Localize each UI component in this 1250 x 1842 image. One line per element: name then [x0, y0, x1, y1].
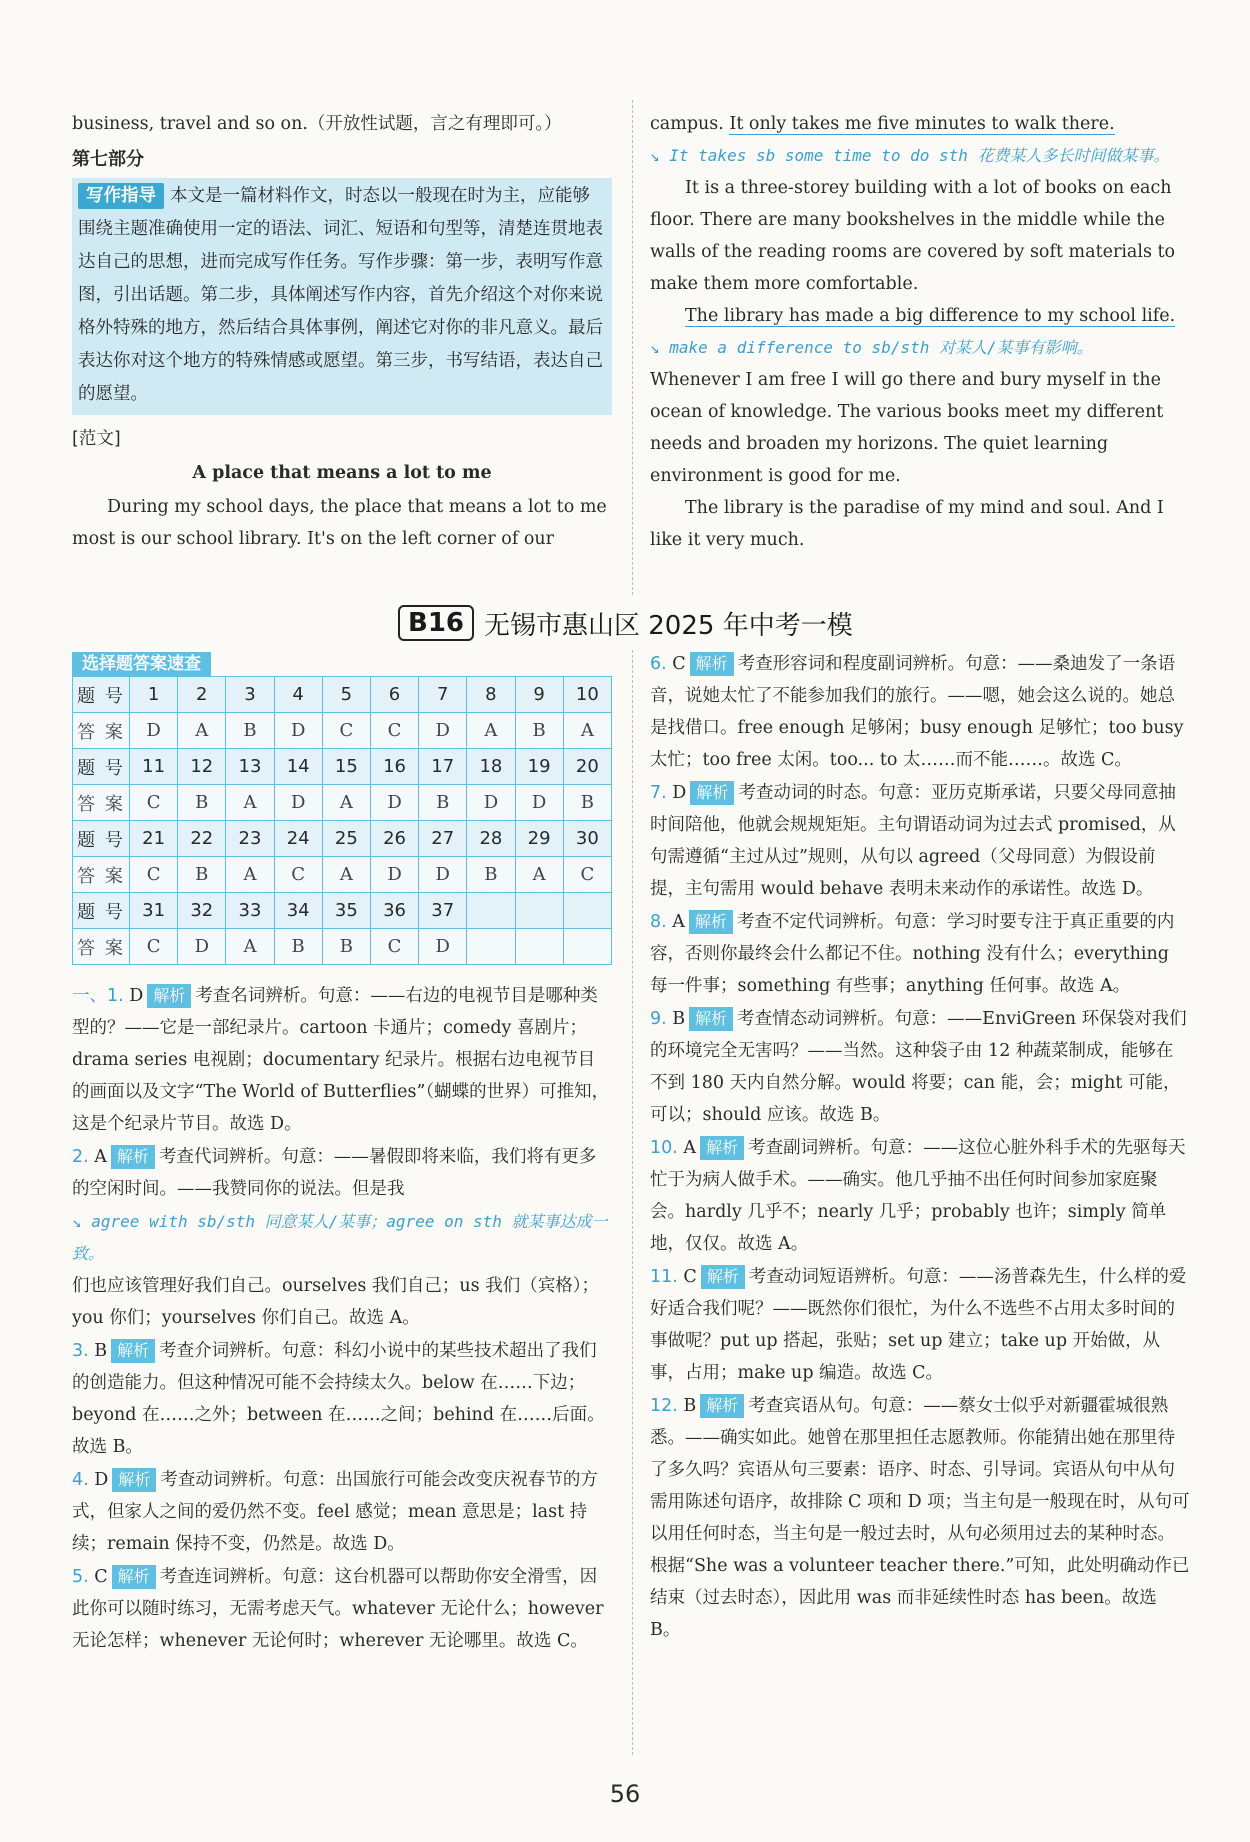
question-number-cell: 20	[563, 749, 611, 785]
analysis-tag: 解析	[701, 1265, 745, 1289]
answer-cell: C	[322, 713, 370, 749]
question-number-cell: 17	[419, 749, 467, 785]
answer-letter: C	[672, 654, 686, 674]
question-number-cell: 33	[226, 893, 274, 929]
question-number-cell: 35	[322, 893, 370, 929]
answer-cell: D	[467, 785, 515, 821]
answer-row	[73, 785, 612, 821]
writing-guide-box	[72, 178, 612, 415]
question-number: 10.	[650, 1138, 678, 1158]
question-number-cell	[515, 893, 563, 929]
answer-letter: D	[672, 783, 687, 803]
essay-paragraph-1: During my school days, the place that means a lot to me most is our school library. It's on the left corner of our	[72, 497, 607, 549]
question-number-cell: 32	[178, 893, 226, 929]
answer-cell: D	[419, 929, 467, 965]
answer-cell: D	[274, 785, 322, 821]
answer-cell: C	[370, 929, 418, 965]
continued-text: business, travel and so on.（开放性试题，言之有理即可。）	[72, 114, 562, 134]
question-number-cell: 21	[130, 821, 178, 857]
answer-cell: B	[226, 713, 274, 749]
answer-letter: B	[94, 1341, 108, 1361]
question-5	[72, 1561, 612, 1657]
question-number-cell: 26	[370, 821, 418, 857]
essay-title: A place that means a lot to me	[192, 463, 492, 483]
question-explanation: 考查动词短语辨析。句意：——汤普森先生，什么样的爱好适合我们呢？——既然你们很忙，为什么不选些不占用太多时间的事做呢？put up 搭起，张贴；set up 建立；take up 开始做，从事，占用；make up 编造。故选 C。	[650, 1267, 1187, 1383]
question-number: 一、1.	[72, 986, 124, 1006]
answer-cell: B	[563, 785, 611, 821]
question-explanation: 考查副词辨析。句意：——这位心脏外科手术的先驱每天忙于为病人做手术。——确实。他几乎抽不出任何时间参加家庭聚会。hardly 几乎不；nearly 几乎；probably 也许；simply 简单地，仅仅。故选 A。	[650, 1138, 1186, 1254]
answer-cell: D	[274, 713, 322, 749]
answer-letter: D	[94, 1470, 109, 1490]
question-2-continued: 们也应该管理好我们自己。ourselves 我们自己；us 我们（宾格）；you 你们；yourselves 你们自己。故选 A。	[72, 1276, 599, 1328]
underlined-sentence-2: The library has made a big difference to my school life.	[685, 306, 1176, 326]
question-9	[650, 1003, 1190, 1131]
analysis-tag: 解析	[700, 1394, 744, 1418]
answer-letter: C	[94, 1567, 108, 1587]
question-number-cell: 29	[515, 821, 563, 857]
section-title-text: 无锡市惠山区 2025 年中考一模	[484, 610, 853, 641]
answer-cell: A	[178, 713, 226, 749]
answer-cell	[515, 929, 563, 965]
right-explanations	[650, 648, 1190, 1647]
question-6	[650, 648, 1190, 776]
answer-cell: C	[130, 929, 178, 965]
question-2	[72, 1141, 612, 1205]
analysis-tag: 解析	[689, 1007, 733, 1031]
row-label: 题 号	[73, 749, 130, 785]
answer-cell: D	[178, 929, 226, 965]
question-number: 11.	[650, 1267, 678, 1287]
row-label: 答 案	[73, 857, 130, 893]
answer-cell: C	[130, 785, 178, 821]
analysis-tag: 解析	[112, 1468, 156, 1492]
answer-cell: B	[178, 785, 226, 821]
answer-row	[73, 713, 612, 749]
answer-cell: B	[178, 857, 226, 893]
question-8	[650, 906, 1190, 1002]
answer-cell: C	[130, 857, 178, 893]
question-number-cell: 3	[226, 677, 274, 713]
question-7	[650, 777, 1190, 905]
writing-guide-text: 本文是一篇材料作文，时态以一般现在时为主，应能够围绕主题准确使用一定的语法、词汇、短语和句型等，清楚连贯地表达自己的思想，进而完成写作任务。写作步骤：第一步，表明写作意图，引出话题。第二步，具体阐述写作内容，首先介绍这个对你来说格外特殊的地方，然后结合具体事例，阐述它对你的非凡意义。最后表达你对这个地方的特殊情感或愿望。第三步，书写结语，表达自己的愿望。	[78, 186, 603, 404]
question-number-cell: 1	[130, 677, 178, 713]
answer-cell: D	[515, 785, 563, 821]
answer-letter: D	[129, 986, 144, 1006]
answer-cell: A	[563, 713, 611, 749]
question-explanation: 考查不定代词辨析。句意：学习时要专注于真正重要的内容，否则你最终会什么都记不住。nothing 没有什么；everything 每一件事；something 有些事；anything 任何事。故选 A。	[650, 912, 1175, 996]
analysis-tag: 解析	[690, 652, 734, 676]
question-number-row	[73, 749, 612, 785]
question-number-cell: 6	[370, 677, 418, 713]
answer-cell: B	[274, 929, 322, 965]
answer-cell: B	[515, 713, 563, 749]
question-explanation: 考查宾语从句。句意：——蔡女士似乎对新疆霍城很熟悉。——确实如此。她曾在那里担任志愿教师。你能猜出她在那里待了多久吗？宾语从句三要素：语序、时态、引导词。宾语从句中从句需用陈述句语序，故排除 C 项和 D 项；当主句是一般现在时，从句可以用任何时态，当主句是一般过去时，从句必须用过去的某种时态。根据“She was a volunteer teacher there.”可知，此处明确动作已结束（过去时态），因此用 was 而非延续性时态 has been。故选 B。	[650, 1396, 1190, 1640]
question-number: 7.	[650, 783, 667, 803]
analysis-tag: 解析	[700, 1136, 744, 1160]
answer-cell: A	[515, 857, 563, 893]
analysis-tag: 解析	[111, 1145, 155, 1169]
answer-cell: D	[419, 713, 467, 749]
answer-cell: A	[226, 785, 274, 821]
question-explanation: 考查形容词和程度副词辨析。句意：——桑迪发了一条语音，说她太忙了不能参加我们的旅行。——嗯，她会这么说的。她总是找借口。free enough 足够闲；busy enough 足够忙；too busy 太忙；too free 太闲。too... to 太……而不能……。故选 C。	[650, 654, 1184, 770]
analysis-tag: 解析	[147, 984, 191, 1008]
answer-cell: A	[226, 857, 274, 893]
question-number: 3.	[72, 1341, 89, 1361]
analysis-tag: 解析	[690, 781, 734, 805]
analysis-tag: 解析	[112, 1565, 156, 1589]
row-label: 题 号	[73, 893, 130, 929]
question-number: 4.	[72, 1470, 89, 1490]
answer-cell: B	[419, 785, 467, 821]
answer-cell: A	[322, 785, 370, 821]
question-number-cell: 19	[515, 749, 563, 785]
question-number-row	[73, 893, 612, 929]
question-number-cell	[467, 893, 515, 929]
question-number-cell: 16	[370, 749, 418, 785]
question-number-cell: 8	[467, 677, 515, 713]
question-explanation: 考查名词辨析。句意：——右边的电视节目是哪种类型的？——它是一部纪录片。cartoon 卡通片；comedy 喜剧片；drama series 电视剧；documentary 纪录片。根据右边电视节目的画面以及文字“The World of Butterflies”（蝴蝶的世界）可推知，这是个纪录片节目。故选 D。	[72, 986, 610, 1134]
question-number-cell: 18	[467, 749, 515, 785]
question-number-cell: 25	[322, 821, 370, 857]
answer-cell: C	[563, 857, 611, 893]
row-label: 题 号	[73, 821, 130, 857]
question-number-cell: 14	[274, 749, 322, 785]
question-number-cell: 13	[226, 749, 274, 785]
section-title	[398, 604, 853, 642]
row-label: 答 案	[73, 713, 130, 749]
answer-cell: D	[419, 857, 467, 893]
annotation-note-2: ↘ make a difference to sb/sth 对某人/某事有影响。	[650, 338, 1093, 357]
answer-cell: D	[130, 713, 178, 749]
question-11	[650, 1261, 1190, 1389]
answer-cell: B	[467, 857, 515, 893]
question-number-cell: 34	[274, 893, 322, 929]
question-3	[72, 1335, 612, 1463]
answer-table	[72, 676, 612, 965]
part-heading: 第七部分	[72, 149, 144, 170]
essay-paragraph-3	[650, 300, 1190, 332]
answer-cell: D	[370, 785, 418, 821]
answer-letter: B	[672, 1009, 686, 1029]
page-number: 56	[609, 1780, 641, 1808]
question-number-cell: 15	[322, 749, 370, 785]
question-number-cell: 37	[419, 893, 467, 929]
essay-line-1-start: campus.	[650, 114, 730, 134]
question-number: 5.	[72, 1567, 89, 1587]
analysis-tag: 解析	[111, 1339, 155, 1363]
answer-row	[73, 929, 612, 965]
answer-cell: C	[370, 713, 418, 749]
question-1	[72, 980, 612, 1140]
essay-line-1	[650, 108, 1190, 140]
question-4	[72, 1464, 612, 1560]
question-10	[650, 1132, 1190, 1260]
question-12	[650, 1390, 1190, 1646]
answer-table-tag: 选择题答案速查	[72, 652, 211, 676]
question-number-cell: 27	[419, 821, 467, 857]
annotation-note-3: ↘ agree with sb/sth 同意某人/某事；agree on sth 就某事达成一致。	[72, 1212, 608, 1263]
answer-cell	[563, 929, 611, 965]
answer-letter: A	[672, 912, 685, 932]
annotation-note-1: ↘ It takes sb some time to do sth 花费某人多长时间做某事。	[650, 146, 1170, 165]
essay-paragraph-2: It is a three-storey building with a lot of books on each floor. There are many bookshelves in the middle while the walls of the reading rooms are covered by soft materials to make them more comfortable.	[650, 178, 1176, 294]
top-left-column	[72, 108, 612, 555]
question-explanation: 考查动词的时态。句意：亚历克斯承诺，只要父母同意抽时间陪他，他就会规规矩矩。主句谓语动词为过去式 promised，从句需遵循“主过从过”规则，从句以 agreed（父母同意）为假设前提，主句需用 would behave 表明未来动作的承诺性。故选 D。	[650, 783, 1176, 899]
answer-row	[73, 857, 612, 893]
question-number-cell: 28	[467, 821, 515, 857]
column-divider-bottom	[632, 650, 633, 1755]
question-number-cell: 9	[515, 677, 563, 713]
answer-letter: A	[683, 1138, 697, 1158]
row-label: 答 案	[73, 929, 130, 965]
question-number-cell: 11	[130, 749, 178, 785]
row-label: 答 案	[73, 785, 130, 821]
answer-cell: B	[322, 929, 370, 965]
question-explanation: 考查介词辨析。句意：科幻小说中的某些技术超出了我们的创造能力。但这种情况可能不会持续太久。below 在……下边；beyond 在……之外；between 在……之间；behind 在……后面。故选 B。	[72, 1341, 605, 1457]
question-number-cell: 30	[563, 821, 611, 857]
question-number-cell: 4	[274, 677, 322, 713]
answer-cell: A	[322, 857, 370, 893]
section-badge: B16	[398, 605, 474, 641]
underlined-sentence-1: It only takes me five minutes to walk there.	[729, 114, 1115, 134]
model-essay-label: [范文]	[72, 429, 121, 449]
essay-paragraph-5: The library is the paradise of my mind and soul. And I like it very much.	[650, 498, 1164, 550]
answer-cell	[467, 929, 515, 965]
question-explanation: 考查连词辨析。句意：这台机器可以帮助你安全滑雪，因此你可以随时练习，无需考虑天气。whatever 无论什么；however 无论怎样；whenever 无论何时；wherever 无论哪里。故选 C。	[72, 1567, 604, 1651]
question-number: 8.	[650, 912, 667, 932]
question-explanation: 考查情态动词辨析。句意：——EnviGreen 环保袋对我们的环境完全无害吗？——当然。这种袋子由 12 种蔬菜制成，能够在不到 180 天内自然分解。would 将要；can 能，会；might 可能，可以；should 应该。故选 B。	[650, 1009, 1187, 1125]
question-number-row	[73, 821, 612, 857]
question-number-cell: 12	[178, 749, 226, 785]
question-number: 2.	[72, 1147, 89, 1167]
answer-quick-reference	[72, 652, 612, 965]
question-explanation: 考查动词辨析。句意：出国旅行可能会改变庆祝春节的方式，但家人之间的爱仍然不变。feel 感觉；mean 意思是；last 持续；remain 保持不变，仍然是。故选 D。	[72, 1470, 598, 1554]
question-number: 12.	[650, 1396, 678, 1416]
answer-cell: A	[467, 713, 515, 749]
question-number-cell: 36	[370, 893, 418, 929]
question-number: 6.	[650, 654, 667, 674]
analysis-tag: 解析	[689, 910, 733, 934]
answer-cell: D	[370, 857, 418, 893]
top-right-column	[650, 108, 1190, 556]
question-number-cell: 10	[563, 677, 611, 713]
writing-guide-tag: 写作指导	[78, 183, 164, 209]
question-number-cell: 22	[178, 821, 226, 857]
answer-cell: C	[274, 857, 322, 893]
answer-letter: A	[94, 1147, 107, 1167]
question-number-cell: 23	[226, 821, 274, 857]
column-divider-top	[632, 100, 633, 595]
question-number: 9.	[650, 1009, 667, 1029]
left-explanations	[72, 980, 612, 1658]
question-number-cell: 24	[274, 821, 322, 857]
row-label: 题 号	[73, 677, 130, 713]
answer-letter: B	[683, 1396, 697, 1416]
question-number-row	[73, 677, 612, 713]
answer-letter: C	[683, 1267, 697, 1287]
question-number-cell: 5	[322, 677, 370, 713]
question-explanation: 考查代词辨析。句意：——暑假即将来临，我们将有更多的空闲时间。——我赞同你的说法。但是我	[72, 1147, 597, 1199]
question-number-cell: 31	[130, 893, 178, 929]
answer-cell: A	[226, 929, 274, 965]
question-number-cell: 2	[178, 677, 226, 713]
question-number-cell	[563, 893, 611, 929]
essay-paragraph-4: Whenever I am free I will go there and bury myself in the ocean of knowledge. The various books meet my different needs and broaden my horizons. The quiet learning environment is good for me.	[650, 370, 1164, 486]
question-number-cell: 7	[419, 677, 467, 713]
